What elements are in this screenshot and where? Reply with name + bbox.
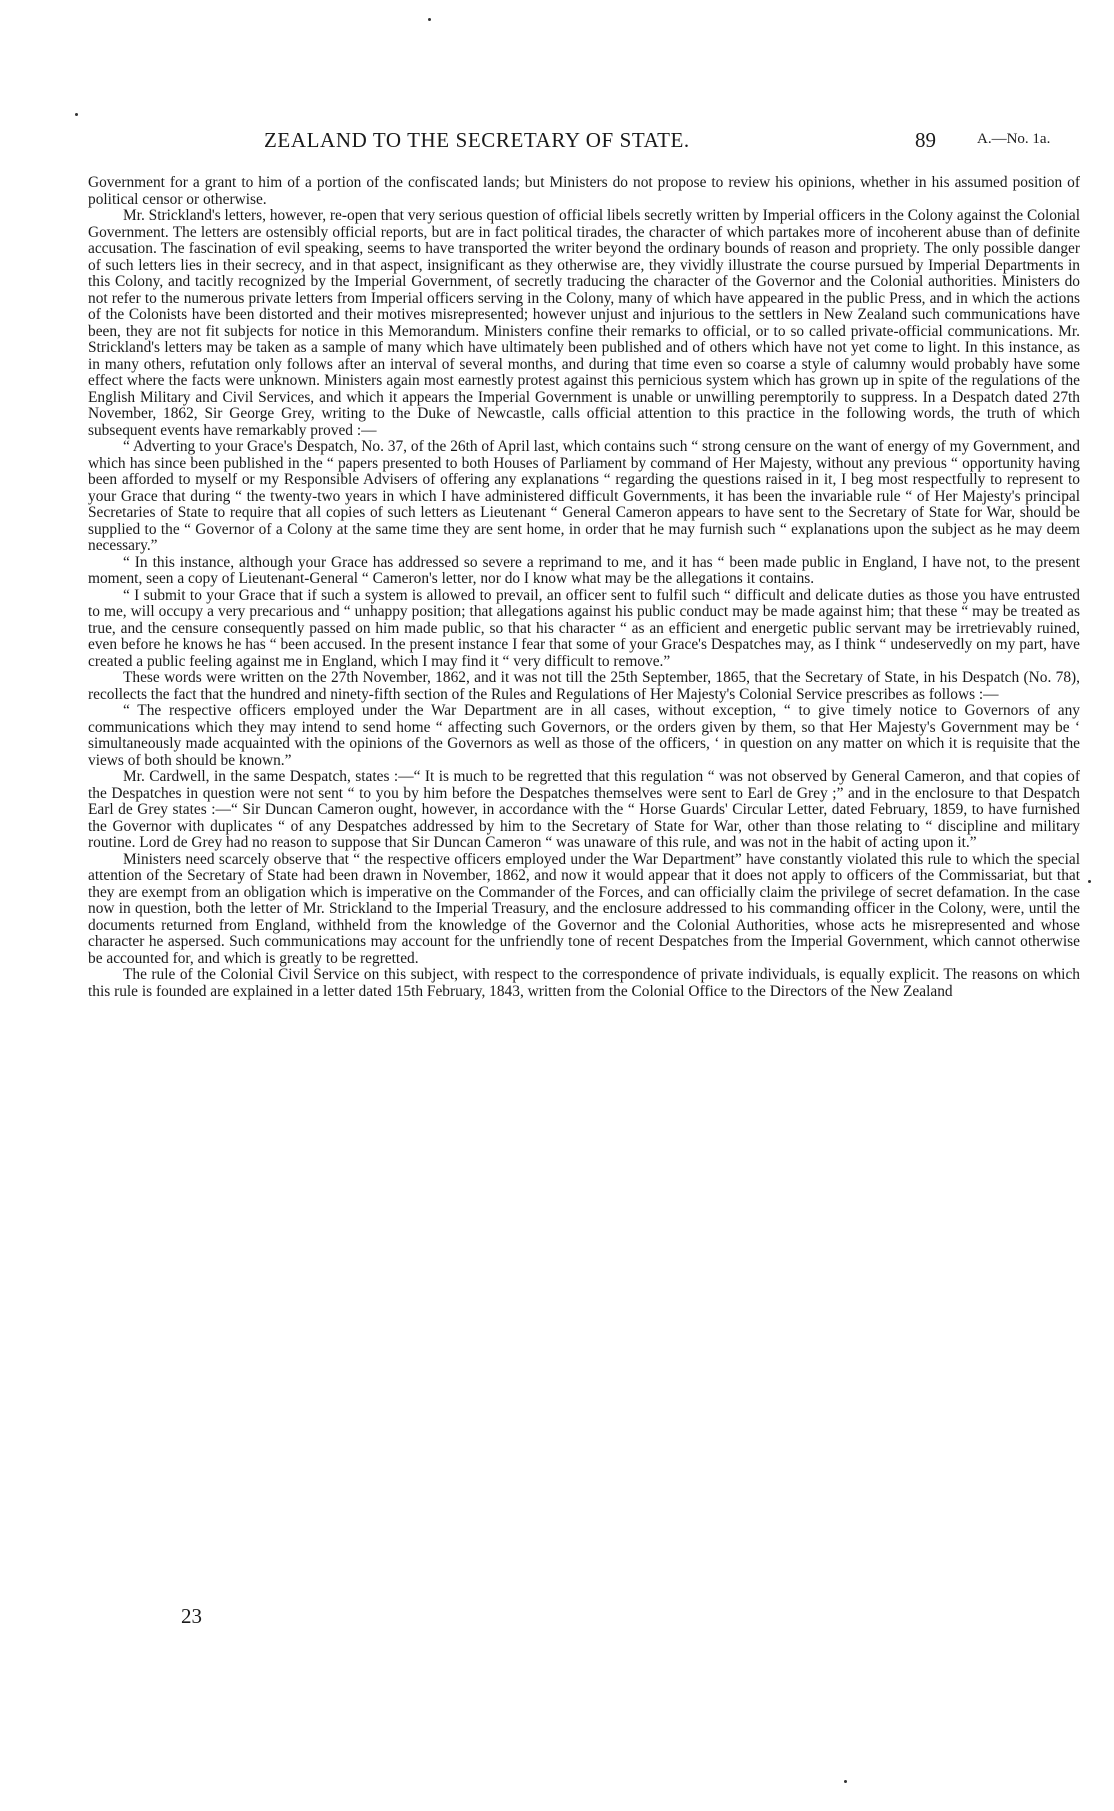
scan-speck: [844, 1780, 847, 1783]
paragraph: Mr. Strickland's letters, however, re-open that very serious question of official libels secretly written by Imperial officers in the Colony against the Colonial Government. The letters are ostensibly official reports, but are in fact political tirades, the character of which partakes more of incoherent abuse than of definite accusation. The fascination of evil speaking, seems to have transported the writer beyond the ordinary bounds of reason and propriety. The only possible danger of such letters lies in their secrecy, and in that aspect, insignificant as they otherwise are, they vividly illustrate the course pursued by Imperial Departments in this Colony, and tacitly recognized by the Imperial Government, of secretly traducing the character of the Governor and the Colonial authorities. Ministers do not refer to the numerous private letters from Imperial officers serving in the Colony, many of which have appeared in the public Press, and in which the actions of the Colonists have been distorted and their motives misrepresented; however unjust and injurious to the settlers in New Zealand such communications have been, they are not fit subjects for notice in this Memorandum. Ministers confine their remarks to official, or to so called private-official communications. Mr. Strickland's letters may be taken as a sample of many which have ultimately been published and of others which have not yet come to light. In this instance, as in many others, refutation only follows after an interval of several months, and during that time even so coarse a style of calumny would probably have some effect where the facts were unknown. Ministers again most earnestly protest against this pernicious system which has grown up in spite of the regulations of the English Military and Civil Services, and which it appears the Imperial Government is unable or unwilling peremptorily to suppress. In a Despatch dated 27th November, 1862, Sir George Grey, writing to the Duke of Newcastle, calls official attention to this practice in the following words, the truth of which subsequent events have remarkably proved :—: [88, 207, 1080, 439]
scan-speck: [75, 113, 78, 116]
paragraph: The rule of the Colonial Civil Service on this subject, with respect to the correspondence of private individuals, is equally explicit. The reasons on which this rule is founded are explained in a letter dated 15th February, 1843, written from the Colonial Office to the Directors of the New Zealand: [88, 966, 1080, 1000]
page-number: 89: [915, 128, 936, 152]
quoted-paragraph: “ I submit to your Grace that if such a system is allowed to prevail, an officer sent to fulfil such “ difficult and delicate duties as those you have entrusted to me, will occupy a very precarious and “ unhappy position; that allegations against his public conduct may be made against him; that these “ may be treated as true, and the censure consequently passed on him made public, so that his character “ as an efficient and energetic public servant may be irretrievably ruined, even before he knows he has “ been accused. In the present instance I fear that some of your Grace's Despatches may, as I think “ undeservedly on my part, have created a public feeling against me in England, which I may find it “ very difficult to remove.”: [88, 586, 1080, 670]
paragraph: Mr. Cardwell, in the same Despatch, states :—“ It is much to be regretted that this regulation “ was not observed by General Cameron, and that copies of the Despatches in question were not sent “ to you by him before the Despatches themselves were sent to Earl de Grey ;” and in the enclosure to that Despatch Earl de Grey states :—“ Sir Duncan Cameron ought, however, in accordance with the “ Horse Guards' Circular Letter, dated February, 1859, to have furnished the Governor with duplicates “ of any Despatches addressed by him to the Secretary of State for War, other than those relating to “ discipline and military routine. Lord de Grey had no reason to suppose that Sir Duncan Cameron “ was unaware of this rule, and was not in the habit of acting upon it.”: [88, 768, 1080, 851]
running-title: ZEALAND TO THE SECRETARY OF STATE.: [264, 128, 690, 152]
quoted-paragraph: “ In this instance, although your Grace has addressed so severe a reprimand to me, and it has “ been made public in England, I have not, to the present moment, seen a copy of Lieutenant-General “ Cameron's letter, nor do I know what may be the allegations it contains.: [88, 553, 1080, 587]
page-header: [88, 128, 1080, 158]
signature-mark: 23: [181, 1604, 202, 1628]
quoted-paragraph: “ Adverting to your Grace's Despatch, No. 37, of the 26th of April last, which contains such “ strong censure on the want of energy of my Government, and which has since been published in the “ papers presented to both Houses of Parliament by command of Her Majesty, without any previous “ opportunity having been afforded to myself or my Responsible Advisers of offering any explanations “ regarding the questions raised in it, I beg most respectfully to represent to your Grace that during “ the twenty-two years in which I have administered difficult Governments, it has been the invariable rule “ of Her Majesty's principal Secretaries of State to require that all copies of such letters as Lieutenant “ General Cameron appears to have sent to the Secretary of State for War, should be supplied to the “ Governor of a Colony at the same time they are sent home, in order that he may furnish such “ explanations upon the subject as he may deem necessary.”: [88, 438, 1080, 554]
scan-speck: [1088, 880, 1091, 883]
scan-speck: [428, 18, 431, 21]
paragraph: These words were written on the 27th November, 1862, and it was not till the 25th September, 1865, that the Secretary of State, in his Despatch (No. 78), recollects the fact that the hundred and ninety-fifth section of the Rules and Regulations of Her Majesty's Colonial Service prescribes as follows :—: [88, 669, 1080, 703]
paragraph: Ministers need scarcely observe that “ the respective officers employed under the War Department” have constantly violated this rule to which the special attention of the Secretary of State had been drawn in November, 1862, and now it would appear that it does not apply to officers of the Commissariat, but that they are exempt from an obligation which is imperative on the Commander of the Forces, and can officially claim the privilege of secret defamation. In the case now in question, both the letter of Mr. Strickland to the Imperial Treasury, and the enclosure addressed to his commanding officer in the Colony, were, until the documents returned from England, withheld from the knowledge of the Governor and the Colonial Authorities, whose acts he misrepresented and whose character he aspersed. Such communications may account for the unfriendly tone of recent Despatches from the Imperial Government, which cannot otherwise be accounted for, and which is greatly to be regretted.: [88, 850, 1080, 967]
paragraph: Government for a grant to him of a portion of the confiscated lands; but Ministers do not propose to review his opinions, whether in his assumed position of political censor or otherwise.: [88, 174, 1080, 208]
body-text: [88, 175, 1080, 1000]
document-reference: A.—No. 1a.: [977, 131, 1051, 147]
quoted-paragraph: “ The respective officers employed under the War Department are in all cases, without exception, “ to give timely notice to Governors of any communications which they may intend to send home “ affecting such Governors, or the orders given by them, so that Her Majesty's Government may be ‘ simultaneously made acquainted with the opinions of the Governors as well as those of the officers, ‘ in question on any matter on which it is requisite that the views of both should be known.”: [88, 702, 1080, 769]
